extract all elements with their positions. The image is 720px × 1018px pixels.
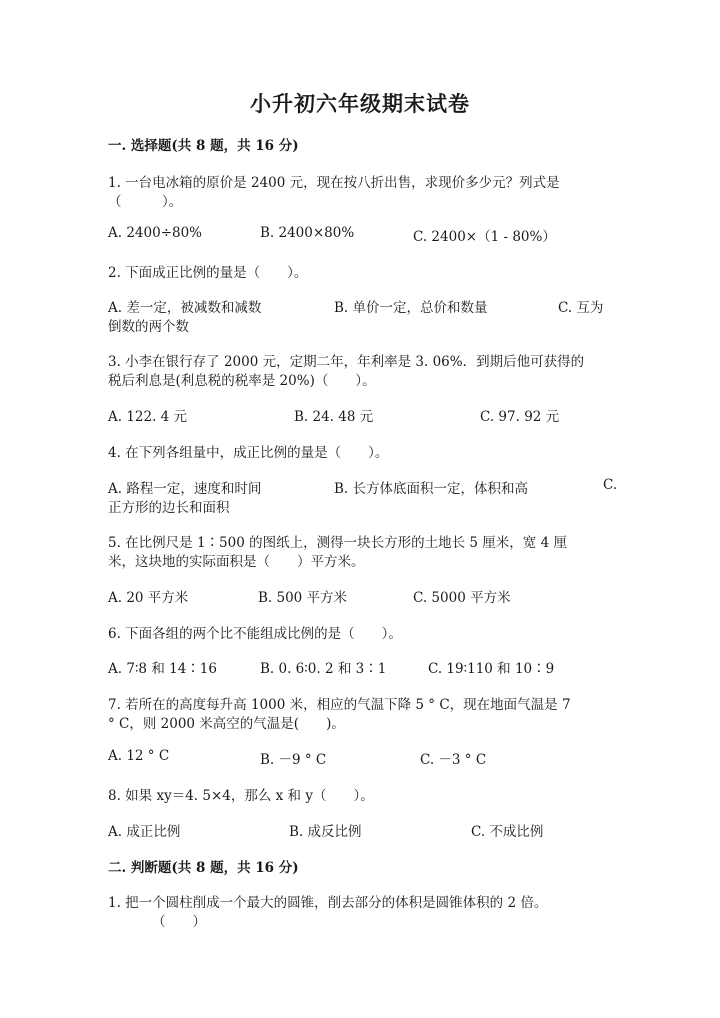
- question-5-line-2: 米，这块地的实际面积是（ ）平方米。: [108, 554, 365, 570]
- section-heading-choice: 一. 选择题(共 8 题，共 16 分): [108, 138, 299, 154]
- judgement-1-answer-blank: （ ）: [152, 914, 206, 930]
- question-4-line-1: 4. 在下列各组量中，成正比例的量是（ ）。: [108, 445, 389, 461]
- question-2-line-1: 2. 下面成正比例的量是（ ）。: [108, 265, 308, 281]
- question-5-option-a: A. 20 平方米: [108, 590, 189, 606]
- question-5-option-c: C. 5000 平方米: [413, 590, 511, 606]
- question-5-option-b: B. 500 平方米: [258, 590, 348, 606]
- question-2-option-a: A. 差一定，被减数和减数: [108, 300, 262, 316]
- question-6-option-a: A. 7∶8 和 14∶16: [108, 661, 217, 677]
- question-7-line-1: 7. 若所在的高度每升高 1000 米，相应的气温下降 5 ° C，现在地面气温是 7: [108, 697, 571, 713]
- question-2-option-b: B. 单价一定，总价和数量: [334, 300, 488, 316]
- question-8-line-1: 8. 如果 xy＝4. 5×4，那么 x 和 y（ ）。: [108, 788, 374, 804]
- question-1-option-a: A. 2400÷80%: [108, 225, 203, 241]
- question-2-option-c: C. 互为: [558, 300, 604, 316]
- judgement-1-line-1: 1. 把一个圆柱削成一个最大的圆锥，削去部分的体积是圆锥体积的 2 倍。: [108, 895, 548, 911]
- question-3-line-1: 3. 小李在银行存了 2000 元，定期二年，年利率是 3. 06%．到期后他可获得的: [108, 354, 585, 370]
- question-4-option-a: A. 路程一定，速度和时间: [108, 481, 262, 497]
- section-heading-judgement: 二. 判断题(共 8 题，共 16 分): [108, 860, 299, 876]
- question-7-option-a: A. 12 ° C: [108, 748, 170, 764]
- question-3-option-b: B. 24. 48 元: [294, 409, 374, 425]
- question-1-option-b: B. 2400×80%: [260, 225, 355, 241]
- question-8-option-b: B. 成反比例: [289, 824, 362, 840]
- question-4-option-c: C.: [603, 477, 618, 493]
- question-5-line-1: 5. 在比例尺是 1∶500 的图纸上，测得一块长方形的土地长 5 厘米，宽 4 厘: [108, 535, 567, 551]
- question-6-option-b: B. 0. 6∶0. 2 和 3∶1: [260, 661, 387, 677]
- question-3-line-2: 税后利息是(利息税的税率是 20%)（ ）。: [108, 373, 376, 389]
- question-7-line-2: ° C，则 2000 米高空的气温是( )。: [108, 716, 345, 732]
- question-6-line-1: 6. 下面各组的两个比不能组成比例的是（ ）。: [108, 626, 402, 642]
- question-6-option-c: C. 19∶110 和 10∶9: [428, 661, 555, 677]
- question-1-line-2: （ ）。: [108, 194, 183, 210]
- question-3-option-a: A. 122. 4 元: [108, 409, 188, 425]
- question-4-option-b: B. 长方体底面积一定，体积和高: [334, 481, 529, 497]
- question-4-option-c-continued: 正方形的边长和面积: [108, 500, 230, 516]
- question-7-option-b: B. －9 ° C: [260, 752, 327, 768]
- question-3-option-c: C. 97. 92 元: [480, 409, 560, 425]
- question-1-line-1: 1. 一台电冰箱的原价是 2400 元，现在按八折出售，求现价多少元？列式是: [108, 175, 560, 191]
- question-7-option-c: C. －3 ° C: [420, 752, 487, 768]
- question-8-option-c: C. 不成比例: [471, 824, 544, 840]
- page-title: 小升初六年级期末试卷: [250, 91, 470, 116]
- question-8-option-a: A. 成正比例: [108, 824, 181, 840]
- question-1-option-c: C. 2400×（1 - 80%）: [413, 229, 556, 245]
- question-2-option-c-continued: 倒数的两个数: [108, 319, 189, 335]
